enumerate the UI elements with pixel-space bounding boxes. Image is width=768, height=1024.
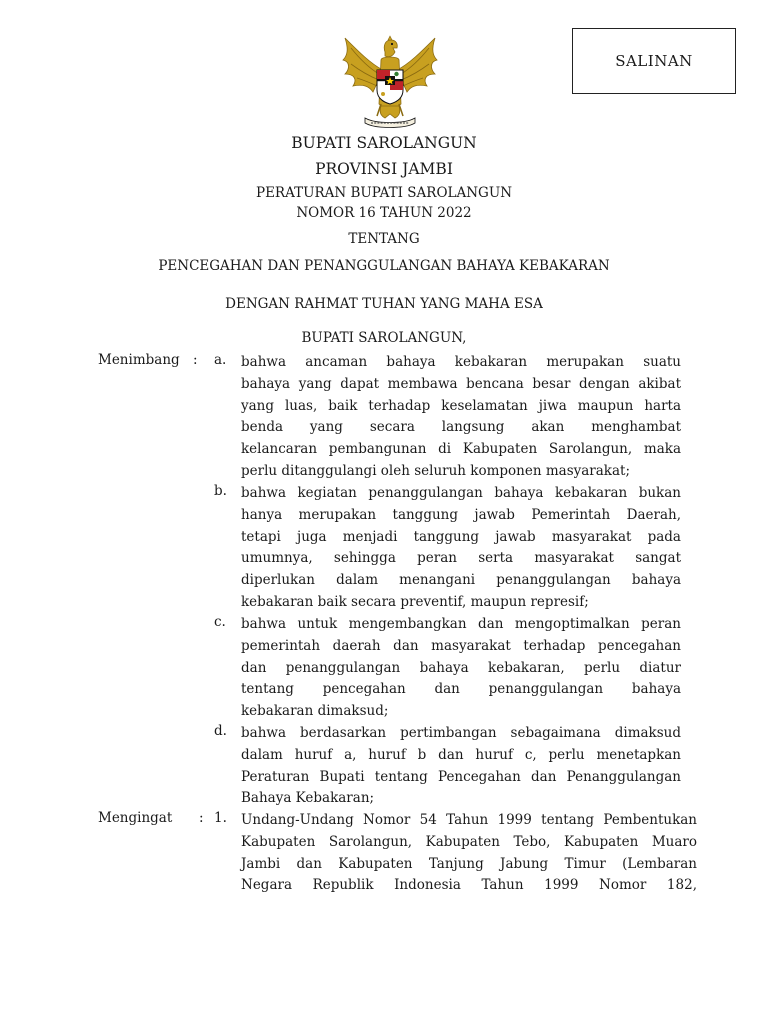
regent-signoff-heading: BUPATI SAROLANGUN, — [301, 330, 467, 346]
menimbang-label: Menimbang — [98, 352, 180, 368]
menimbang-colon: : — [193, 352, 198, 368]
regulation-subject: PENCEGAHAN DAN PENANGGULANGAN BAHAYA KEBAKARAN — [158, 258, 610, 274]
menimbang-b-line: diperlukan dalam menangani penanggulangan bahaya — [241, 572, 681, 589]
menimbang-b-line: bahwa kegiatan penanggulangan bahaya kebakaran bukan — [241, 485, 681, 501]
preamble-invocation: DENGAN RAHMAT TUHAN YANG MAHA ESA — [225, 296, 543, 312]
mengingat-item-1-marker: 1. — [214, 810, 227, 826]
menimbang-item-a-marker: a. — [214, 352, 227, 368]
menimbang-item-b-marker: b. — [214, 483, 227, 499]
menimbang-b-line: kebakaran baik secara preventif, maupun represif; — [241, 593, 589, 610]
menimbang-a-line: yang luas, baik terhadap keselamatan jiwa maupun harta — [241, 397, 681, 414]
mengingat-label: Mengingat — [98, 810, 173, 826]
menimbang-item-d — [241, 723, 681, 810]
menimbang-c-line: pemerintah daerah dan masyarakat terhadap pencegahan — [241, 637, 681, 654]
mengingat-1-line: Negara Republik Indonesia Tahun 1999 Nomor 182, — [241, 877, 697, 894]
menimbang-item-a — [241, 352, 681, 483]
menimbang-a-line: benda yang secara langsung akan menghambat — [241, 419, 681, 436]
menimbang-a-line: bahaya yang dapat membawa bencana besar dengan akibat — [241, 375, 681, 392]
salinan-label: SALINAN — [615, 52, 693, 70]
menimbang-d-line: Bahaya Kebakaran; — [241, 790, 375, 807]
menimbang-d-line: dalam huruf a, huruf b dan huruf c, perlu menetapkan — [241, 746, 681, 763]
tentang-heading: TENTANG — [348, 231, 420, 247]
regent-title: BUPATI SAROLANGUN — [291, 134, 477, 152]
salinan-stamp-box — [572, 28, 736, 94]
menimbang-c-line: bahwa untuk mengembangkan dan mengoptimalkan peran — [241, 616, 681, 632]
garuda-pancasila-emblem-icon — [335, 30, 445, 130]
menimbang-item-c — [241, 614, 681, 723]
menimbang-c-line: kebakaran dimaksud; — [241, 703, 389, 720]
menimbang-d-line: bahwa berdasarkan pertimbangan sebagaimana dimaksud — [241, 725, 681, 741]
regulation-number: NOMOR 16 TAHUN 2022 — [296, 205, 472, 221]
menimbang-item-d-marker: d. — [214, 723, 227, 739]
menimbang-item-b — [241, 483, 681, 614]
mengingat-1-line: Jambi dan Kabupaten Tanjung Jabung Timur (Lembaran — [241, 855, 697, 872]
menimbang-b-line: hanya merupakan tanggung jawab Pemerintah Daerah, — [241, 506, 681, 523]
menimbang-c-line: dan penanggulangan bahaya kebakaran, perlu diatur — [241, 659, 681, 676]
mengingat-item-1 — [241, 810, 697, 897]
menimbang-b-line: tetapi juga menjadi tanggung jawab masyarakat pada — [241, 528, 681, 545]
mengingat-1-line: Kabupaten Sarolangun, Kabupaten Tebo, Kabupaten Muaro — [241, 833, 697, 850]
mengingat-colon: : — [199, 810, 204, 826]
menimbang-c-line: tentang pencegahan dan penanggulangan bahaya — [241, 681, 681, 698]
regulation-title: PERATURAN BUPATI SAROLANGUN — [255, 185, 513, 201]
menimbang-a-line: bahwa ancaman bahaya kebakaran merupakan suatu — [241, 354, 681, 370]
menimbang-item-c-marker: c. — [214, 614, 226, 630]
menimbang-b-line: umumnya, sehingga peran serta masyarakat sangat — [241, 550, 681, 567]
menimbang-a-line: kelancaran pembangunan di Kabupaten Sarolangun, maka — [241, 441, 681, 458]
menimbang-d-line: Peraturan Bupati tentang Pencegahan dan Penanggulangan — [241, 768, 681, 785]
province-title: PROVINSI JAMBI — [315, 160, 453, 178]
menimbang-a-line: perlu ditanggulangi oleh seluruh komponen masyarakat; — [241, 462, 630, 479]
mengingat-1-line: Undang-Undang Nomor 54 Tahun 1999 tentang Pembentukan — [241, 812, 697, 828]
